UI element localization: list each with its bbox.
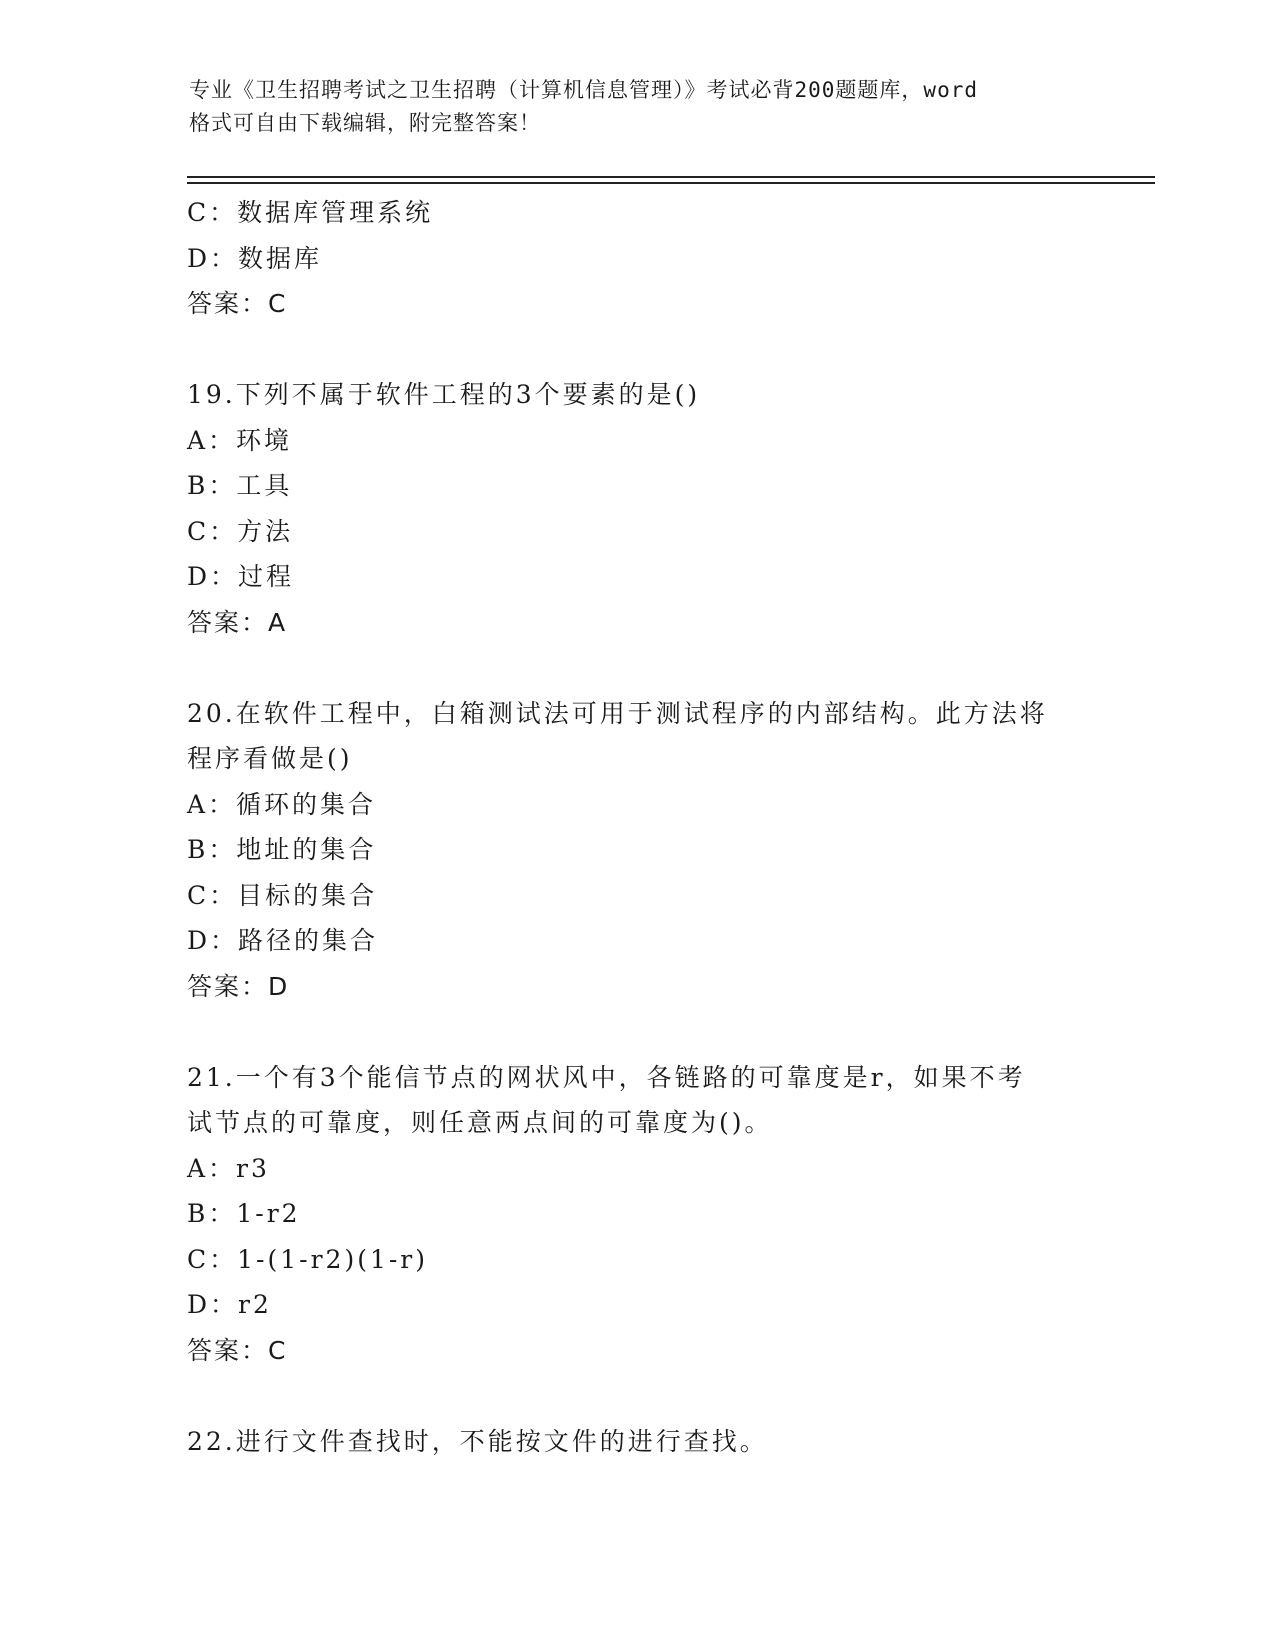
spacer: [187, 1373, 1147, 1419]
option-d: D：数据库: [187, 243, 323, 273]
question-content: [187, 190, 1147, 1464]
question-stem-line-2: 程序看做是(): [187, 744, 353, 773]
header-divider-bottom: [187, 182, 1155, 184]
header-title-line-1: 专业《卫生招聘考试之卫生招聘（计算机信息管理）》考试必背200题题库，word: [189, 78, 978, 102]
answer-label: 答案：A: [187, 607, 288, 637]
option-b: B：工具: [187, 471, 293, 500]
question-stem: 19.下列不属于软件工程的3个要素的是(): [187, 380, 701, 409]
option-d: D：路径的集合: [187, 926, 379, 955]
question-stem-line-2: 试节点的可靠度，则任意两点间的可靠度为()。: [187, 1108, 773, 1137]
header-divider-top: [187, 176, 1155, 178]
question-22: [187, 1419, 1147, 1465]
option-c: C：1-(1-r2)(1-r): [187, 1244, 429, 1274]
question-stem-line-1: 21.一个有3个能信节点的网状风中，各链路的可靠度是r，如果不考: [187, 1062, 1026, 1092]
spacer: [187, 645, 1147, 691]
option-a: A：r3: [187, 1153, 270, 1183]
question-18-tail: [187, 190, 1147, 327]
question-19: [187, 372, 1147, 645]
question-stem-line-1: 20.在软件工程中，白箱测试法可用于测试程序的内部结构。此方法将: [187, 698, 1048, 728]
header-title-line-2: 格式可自由下载编辑，附完整答案！: [189, 111, 541, 135]
document-header: [189, 74, 1089, 140]
spacer: [187, 327, 1147, 373]
option-b: B：地址的集合: [187, 835, 377, 864]
option-b: B：1-r2: [187, 1199, 301, 1228]
option-a: A：循环的集合: [187, 789, 377, 819]
option-c: C：数据库管理系统: [187, 198, 434, 227]
answer-label: 答案：C: [187, 1335, 288, 1365]
option-d: D：r2: [187, 1290, 272, 1319]
question-21: [187, 1055, 1147, 1374]
option-d: D：过程: [187, 562, 295, 591]
option-c: C：目标的集合: [187, 880, 378, 910]
option-a: A：环境: [187, 425, 293, 455]
option-c: C：方法: [187, 516, 294, 546]
answer-label: 答案：D: [187, 971, 290, 1001]
question-20: [187, 691, 1147, 1010]
question-stem: 22.进行文件查找时，不能按文件的进行查找。: [187, 1426, 768, 1456]
answer-label: 答案：C: [187, 289, 288, 318]
spacer: [187, 1009, 1147, 1055]
